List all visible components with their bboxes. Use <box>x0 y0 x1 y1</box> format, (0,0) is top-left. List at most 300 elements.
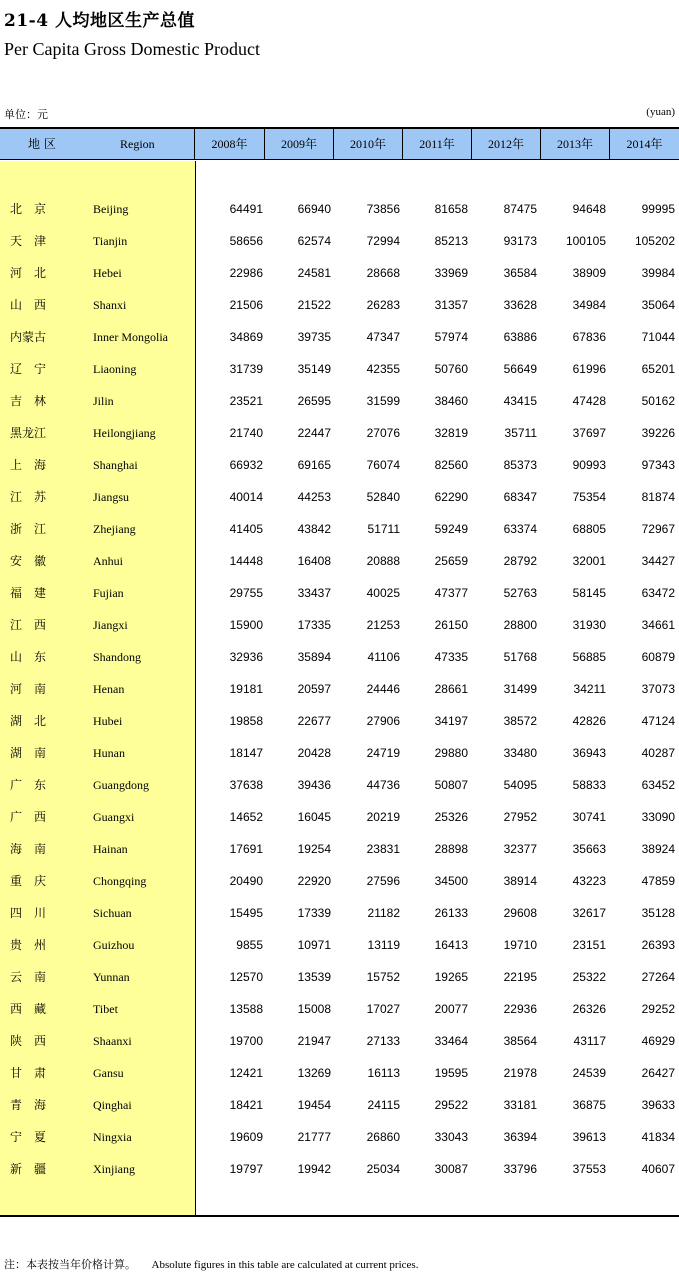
region-name-cn: 辽 宁 <box>10 362 47 376</box>
header-region-cn: 地 区 <box>28 137 56 151</box>
value-cell: 94648 <box>572 202 606 216</box>
header-year-2009: 2009年 <box>265 129 334 160</box>
value-cell: 37073 <box>641 682 675 696</box>
value-cell: 15900 <box>229 618 263 632</box>
value-cell: 21947 <box>297 1034 331 1048</box>
value-cell: 58656 <box>229 234 263 248</box>
region-name-en: Hainan <box>93 842 128 856</box>
value-cell: 16045 <box>297 810 331 824</box>
value-cell: 24539 <box>572 1066 606 1080</box>
value-cell: 43415 <box>503 394 537 408</box>
value-cell: 63886 <box>503 330 537 344</box>
value-cell: 50807 <box>434 778 468 792</box>
header-year-2012: 2012年 <box>472 129 541 160</box>
region-name-cn: 新 疆 <box>10 1162 47 1176</box>
region-name-en: Hubei <box>93 714 123 728</box>
value-cell: 62290 <box>434 490 468 504</box>
value-cell: 38460 <box>434 394 468 408</box>
table-row <box>0 321 679 353</box>
region-name-cn: 天 津 <box>10 234 47 248</box>
value-cell: 43223 <box>572 874 606 888</box>
value-cell: 29755 <box>229 586 263 600</box>
table-row <box>0 769 679 801</box>
value-cell: 56649 <box>503 362 537 376</box>
value-cell: 72967 <box>641 522 675 536</box>
header-region-en: Region <box>120 137 155 151</box>
region-name-en: Anhui <box>93 554 123 568</box>
value-cell: 58833 <box>572 778 606 792</box>
region-name-cn: 青 海 <box>10 1098 47 1112</box>
value-cell: 22936 <box>503 1002 537 1016</box>
value-cell: 39613 <box>572 1130 606 1144</box>
value-cell: 47335 <box>434 650 468 664</box>
value-cell: 22447 <box>297 426 331 440</box>
region-name-en: Sichuan <box>93 906 132 920</box>
value-cell: 27952 <box>503 810 537 824</box>
region-name-cn: 湖 南 <box>10 746 47 760</box>
value-cell: 23831 <box>366 842 400 856</box>
region-name-en: Gansu <box>93 1066 124 1080</box>
value-cell: 33437 <box>297 586 331 600</box>
value-cell: 39633 <box>641 1098 675 1112</box>
value-cell: 24719 <box>366 746 400 760</box>
value-cell: 17691 <box>229 842 263 856</box>
value-cell: 38909 <box>572 266 606 280</box>
value-cell: 28792 <box>503 554 537 568</box>
table-row <box>0 961 679 993</box>
value-cell: 15495 <box>229 906 263 920</box>
table-row <box>0 1025 679 1057</box>
value-cell: 26427 <box>641 1066 675 1080</box>
region-name-en: Henan <box>93 682 125 696</box>
region-name-en: Inner Mongolia <box>93 330 168 344</box>
value-cell: 73856 <box>366 202 400 216</box>
region-name-cn: 江 西 <box>10 618 47 632</box>
header-year-2011: 2011年 <box>403 129 472 160</box>
value-cell: 37553 <box>572 1162 606 1176</box>
value-cell: 38914 <box>503 874 537 888</box>
value-cell: 33796 <box>503 1162 537 1176</box>
value-cell: 39436 <box>297 778 331 792</box>
value-cell: 15752 <box>366 970 400 984</box>
value-cell: 44736 <box>366 778 400 792</box>
value-cell: 25034 <box>366 1162 400 1176</box>
value-cell: 25326 <box>434 810 468 824</box>
value-cell: 81874 <box>641 490 675 504</box>
value-cell: 28800 <box>503 618 537 632</box>
value-cell: 39984 <box>641 266 675 280</box>
value-cell: 31739 <box>229 362 263 376</box>
value-cell: 51711 <box>367 522 400 536</box>
value-cell: 10971 <box>297 938 331 952</box>
value-cell: 35894 <box>297 650 331 664</box>
value-cell: 100105 <box>565 234 606 248</box>
region-name-cn: 河 南 <box>10 682 47 696</box>
table-row <box>0 193 679 225</box>
value-cell: 47859 <box>641 874 675 888</box>
value-cell: 31499 <box>503 682 537 696</box>
value-cell: 27133 <box>366 1034 400 1048</box>
region-name-en: Chongqing <box>93 874 147 888</box>
region-name-en: Guangxi <box>93 810 135 824</box>
value-cell: 39735 <box>297 330 331 344</box>
region-name-cn: 山 西 <box>10 298 47 312</box>
table-row <box>0 577 679 609</box>
value-cell: 20219 <box>366 810 400 824</box>
region-name-en: Shanxi <box>93 298 127 312</box>
value-cell: 38564 <box>503 1034 537 1048</box>
value-cell: 19942 <box>297 1162 331 1176</box>
value-cell: 19265 <box>434 970 468 984</box>
value-cell: 38924 <box>641 842 675 856</box>
value-cell: 37697 <box>572 426 606 440</box>
region-name-cn: 上 海 <box>10 458 47 472</box>
value-cell: 17027 <box>366 1002 400 1016</box>
value-cell: 62574 <box>297 234 331 248</box>
header-year-2014: 2014年 <box>626 137 663 151</box>
value-cell: 24446 <box>366 682 400 696</box>
value-cell: 35711 <box>504 426 537 440</box>
value-cell: 29252 <box>641 1002 675 1016</box>
value-cell: 47377 <box>434 586 468 600</box>
region-name-en: Ningxia <box>93 1130 132 1144</box>
table-row <box>0 897 679 929</box>
value-cell: 12570 <box>229 970 263 984</box>
value-cell: 32001 <box>572 554 606 568</box>
region-name-en: Beijing <box>93 202 129 216</box>
value-cell: 15008 <box>297 1002 331 1016</box>
value-cell: 28668 <box>366 266 400 280</box>
region-name-cn: 贵 州 <box>10 938 47 952</box>
value-cell: 22986 <box>229 266 263 280</box>
table-row <box>0 833 679 865</box>
region-name-en: Jilin <box>93 394 114 408</box>
value-cell: 34427 <box>641 554 675 568</box>
value-cell: 68347 <box>503 490 537 504</box>
region-name-en: Tibet <box>93 1002 118 1016</box>
table-row <box>0 737 679 769</box>
region-name-en: Xinjiang <box>93 1162 135 1176</box>
region-name-cn: 吉 林 <box>10 394 47 408</box>
value-cell: 67836 <box>572 330 606 344</box>
region-name-en: Jiangsu <box>93 490 129 504</box>
value-cell: 19181 <box>229 682 263 696</box>
region-name-cn: 北 京 <box>10 202 47 216</box>
value-cell: 19609 <box>229 1130 263 1144</box>
value-cell: 20428 <box>297 746 331 760</box>
value-cell: 23521 <box>229 394 263 408</box>
region-name-en: Fujian <box>93 586 124 600</box>
value-cell: 26326 <box>572 1002 606 1016</box>
value-cell: 16113 <box>367 1066 400 1080</box>
region-name-en: Guangdong <box>93 778 149 792</box>
region-name-cn: 甘 肃 <box>10 1066 47 1080</box>
region-name-cn: 重 庆 <box>10 874 47 888</box>
region-name-cn: 四 川 <box>10 906 47 920</box>
value-cell: 27596 <box>366 874 400 888</box>
value-cell: 24581 <box>297 266 331 280</box>
value-cell: 19454 <box>297 1098 331 1112</box>
region-name-cn: 广 东 <box>10 778 47 792</box>
value-cell: 30087 <box>434 1162 468 1176</box>
value-cell: 17339 <box>297 906 331 920</box>
value-cell: 27264 <box>641 970 675 984</box>
table-row <box>0 1153 679 1185</box>
value-cell: 71044 <box>641 330 675 344</box>
value-cell: 75354 <box>572 490 606 504</box>
footnote-cn: 注：本表按当年价格计算。 <box>4 1258 136 1271</box>
value-cell: 31930 <box>572 618 606 632</box>
table-row <box>0 1057 679 1089</box>
value-cell: 13269 <box>297 1066 331 1080</box>
value-cell: 41405 <box>229 522 263 536</box>
table-row <box>0 257 679 289</box>
value-cell: 34197 <box>434 714 468 728</box>
value-cell: 21740 <box>229 426 263 440</box>
region-name-cn: 广 西 <box>10 810 47 824</box>
header-year-2010: 2010年 <box>334 129 403 160</box>
value-cell: 32617 <box>572 906 606 920</box>
value-cell: 43842 <box>297 522 331 536</box>
value-cell: 61996 <box>572 362 606 376</box>
table-row <box>0 993 679 1025</box>
table-row <box>0 449 679 481</box>
value-cell: 46929 <box>641 1034 675 1048</box>
region-name-cn: 陕 西 <box>10 1034 47 1048</box>
value-cell: 14652 <box>229 810 263 824</box>
value-cell: 36943 <box>572 746 606 760</box>
value-cell: 13588 <box>229 1002 263 1016</box>
table-row <box>0 801 679 833</box>
value-cell: 66932 <box>229 458 263 472</box>
value-cell: 105202 <box>634 234 675 248</box>
region-name-en: Qinghai <box>93 1098 132 1112</box>
value-cell: 63374 <box>503 522 537 536</box>
value-cell: 64491 <box>229 202 263 216</box>
value-cell: 13119 <box>367 938 400 952</box>
value-cell: 22677 <box>297 714 331 728</box>
value-cell: 22920 <box>297 874 331 888</box>
value-cell: 47347 <box>366 330 400 344</box>
value-cell: 34869 <box>229 330 263 344</box>
value-cell: 51768 <box>503 650 537 664</box>
value-cell: 20490 <box>229 874 263 888</box>
region-name-en: Tianjin <box>93 234 128 248</box>
unit-label-en: (yuan) <box>646 106 675 118</box>
value-cell: 23151 <box>572 938 606 952</box>
value-cell: 12421 <box>229 1066 263 1080</box>
region-name-cn: 内蒙古 <box>10 330 47 344</box>
table-row <box>0 1089 679 1121</box>
value-cell: 27906 <box>366 714 400 728</box>
table-row <box>0 353 679 385</box>
value-cell: 19858 <box>229 714 263 728</box>
value-cell: 33181 <box>503 1098 537 1112</box>
table-row <box>0 641 679 673</box>
value-cell: 35149 <box>297 362 331 376</box>
value-cell: 52763 <box>503 586 537 600</box>
value-cell: 59249 <box>434 522 468 536</box>
value-cell: 34984 <box>572 298 606 312</box>
value-cell: 28898 <box>434 842 468 856</box>
value-cell: 41834 <box>641 1130 675 1144</box>
region-name-en: Yunnan <box>93 970 130 984</box>
value-cell: 54095 <box>503 778 537 792</box>
value-cell: 87475 <box>503 202 537 216</box>
value-cell: 20077 <box>434 1002 468 1016</box>
value-cell: 40607 <box>641 1162 675 1176</box>
value-cell: 99995 <box>641 202 675 216</box>
value-cell: 26133 <box>434 906 468 920</box>
value-cell: 34500 <box>434 874 468 888</box>
value-cell: 17335 <box>297 618 331 632</box>
value-cell: 63472 <box>641 586 675 600</box>
value-cell: 14448 <box>229 554 263 568</box>
value-cell: 41106 <box>367 650 400 664</box>
value-cell: 28661 <box>434 682 468 696</box>
value-cell: 29608 <box>503 906 537 920</box>
value-cell: 21777 <box>297 1130 331 1144</box>
value-cell: 19595 <box>434 1066 468 1080</box>
region-name-cn: 湖 北 <box>10 714 47 728</box>
table-row <box>0 417 679 449</box>
value-cell: 93173 <box>503 234 537 248</box>
header-year-2013: 2013年 <box>541 129 610 160</box>
value-cell: 60879 <box>641 650 675 664</box>
value-cell: 65201 <box>641 362 675 376</box>
table-row <box>0 929 679 961</box>
region-name-en: Shandong <box>93 650 141 664</box>
table-row <box>0 673 679 705</box>
table-header <box>0 127 679 160</box>
table-row <box>0 385 679 417</box>
value-cell: 36584 <box>503 266 537 280</box>
value-cell: 33969 <box>434 266 468 280</box>
value-cell: 42355 <box>366 362 400 376</box>
value-cell: 26283 <box>366 298 400 312</box>
region-name-cn: 宁 夏 <box>10 1130 47 1144</box>
region-name-cn: 福 建 <box>10 586 47 600</box>
value-cell: 29522 <box>434 1098 468 1112</box>
value-cell: 32819 <box>434 426 468 440</box>
table-bottom-rule <box>0 1215 679 1217</box>
value-cell: 85373 <box>503 458 537 472</box>
value-cell: 21506 <box>229 298 263 312</box>
value-cell: 26393 <box>641 938 675 952</box>
region-name-en: Shanghai <box>93 458 138 472</box>
value-cell: 58145 <box>572 586 606 600</box>
value-cell: 47428 <box>572 394 606 408</box>
region-name-en: Hebei <box>93 266 122 280</box>
table-row <box>0 865 679 897</box>
value-cell: 66940 <box>297 202 331 216</box>
table-row <box>0 545 679 577</box>
value-cell: 81658 <box>434 202 468 216</box>
value-cell: 36875 <box>572 1098 606 1112</box>
value-cell: 16413 <box>434 938 468 952</box>
value-cell: 19700 <box>229 1034 263 1048</box>
value-cell: 35128 <box>641 906 675 920</box>
value-cell: 26150 <box>434 618 468 632</box>
value-cell: 42826 <box>572 714 606 728</box>
value-cell: 69165 <box>297 458 331 472</box>
value-cell: 33628 <box>503 298 537 312</box>
table-row <box>0 513 679 545</box>
region-name-cn: 河 北 <box>10 266 47 280</box>
value-cell: 34211 <box>573 682 606 696</box>
value-cell: 19254 <box>297 842 331 856</box>
value-cell: 90993 <box>572 458 606 472</box>
region-name-en: Liaoning <box>93 362 137 376</box>
value-cell: 33464 <box>434 1034 468 1048</box>
value-cell: 50760 <box>434 362 468 376</box>
value-cell: 40287 <box>641 746 675 760</box>
region-name-en: Hunan <box>93 746 125 760</box>
value-cell: 25659 <box>434 554 468 568</box>
region-name-cn: 安 徽 <box>10 554 47 568</box>
region-name-cn: 浙 江 <box>10 522 47 536</box>
value-cell: 40025 <box>366 586 400 600</box>
value-cell: 21253 <box>366 618 400 632</box>
table-row <box>0 481 679 513</box>
region-name-en: Guizhou <box>93 938 135 952</box>
value-cell: 63452 <box>641 778 675 792</box>
table-row <box>0 289 679 321</box>
value-cell: 34661 <box>641 618 675 632</box>
value-cell: 20888 <box>366 554 400 568</box>
table-row <box>0 1121 679 1153</box>
region-name-cn: 江 苏 <box>10 490 47 504</box>
value-cell: 24115 <box>367 1098 400 1112</box>
value-cell: 22195 <box>503 970 537 984</box>
region-name-en: Shaanxi <box>93 1034 132 1048</box>
value-cell: 18421 <box>229 1098 263 1112</box>
value-cell: 26595 <box>297 394 331 408</box>
region-name-en: Zhejiang <box>93 522 136 536</box>
value-cell: 21978 <box>503 1066 537 1080</box>
value-cell: 68805 <box>572 522 606 536</box>
value-cell: 18147 <box>229 746 263 760</box>
region-name-en: Heilongjiang <box>93 426 156 440</box>
table-row <box>0 609 679 641</box>
value-cell: 35663 <box>572 842 606 856</box>
value-cell: 33090 <box>641 810 675 824</box>
value-cell: 19710 <box>503 938 537 952</box>
value-cell: 20597 <box>297 682 331 696</box>
value-cell: 21182 <box>367 906 400 920</box>
value-cell: 33043 <box>434 1130 468 1144</box>
value-cell: 36394 <box>503 1130 537 1144</box>
value-cell: 44253 <box>297 490 331 504</box>
page-title-cn: 21-4 人均地区生产总值 <box>4 11 195 31</box>
header-region-cell <box>0 129 195 160</box>
value-cell: 35064 <box>641 298 675 312</box>
value-cell: 43117 <box>573 1034 606 1048</box>
value-cell: 9855 <box>236 938 263 952</box>
value-cell: 85213 <box>434 234 468 248</box>
region-name-cn: 海 南 <box>10 842 47 856</box>
footnote-en: Absolute figures in this table are calculated at current prices. <box>151 1259 419 1271</box>
header-year-2008: 2008年 <box>195 129 265 160</box>
value-cell: 76074 <box>366 458 400 472</box>
value-cell: 47124 <box>641 714 675 728</box>
value-cell: 40014 <box>229 490 263 504</box>
value-cell: 29880 <box>434 746 468 760</box>
value-cell: 21522 <box>297 298 331 312</box>
table-row <box>0 705 679 737</box>
value-cell: 31357 <box>434 298 468 312</box>
region-name-cn: 西 藏 <box>10 1002 47 1016</box>
